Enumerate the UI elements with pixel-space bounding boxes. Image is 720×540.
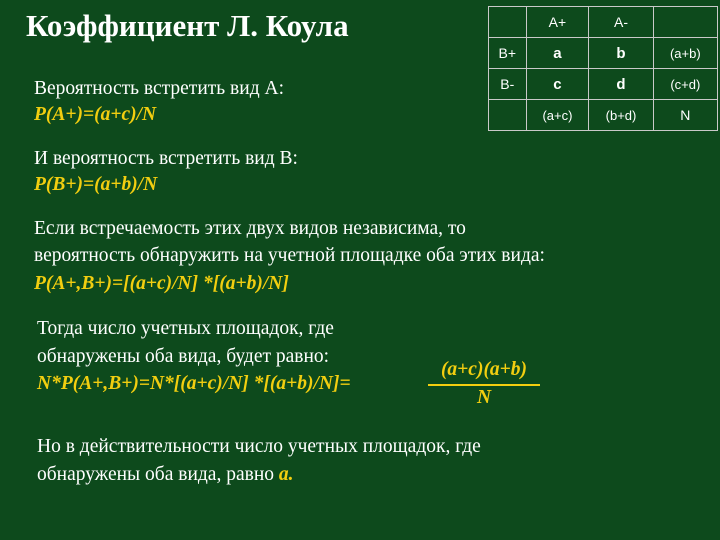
table-row — [489, 100, 718, 131]
fraction — [428, 359, 540, 409]
para5-line1: Но в действительности число учетных площадок, где — [37, 436, 481, 457]
fraction-bar — [428, 384, 540, 386]
table-cell: b — [589, 38, 653, 69]
para4-formula: N*P(A+,B+)=N*[(a+c)/N] *[(a+b)/N]= — [37, 373, 351, 394]
table-cell: (a+b) — [653, 38, 717, 69]
fraction-denominator: N — [476, 387, 492, 408]
para4-line2: обнаружены оба вида, будет равно: — [37, 346, 330, 367]
para5-value: a. — [278, 464, 294, 485]
table-row — [489, 69, 718, 100]
table-row — [489, 38, 718, 69]
slide-title: Коэффициент Л. Коула — [26, 8, 349, 43]
table-cell — [489, 100, 527, 131]
para3-formula: P(A+,B+)=[(a+c)/N] *[(a+b)/N] — [34, 273, 289, 294]
table-header-cell: А- — [589, 7, 653, 38]
table-row-label: В- — [489, 69, 527, 100]
table-cell: (b+d) — [589, 100, 653, 131]
para1-formula: P(A+)=(a+c)/N — [34, 104, 157, 125]
table-cell — [653, 7, 717, 38]
para2-formula: P(B+)=(a+b)/N — [34, 174, 158, 195]
fraction-numerator: (a+c)(a+b) — [440, 359, 528, 380]
table-cell: (a+c) — [526, 100, 589, 131]
para1-text: Вероятность встретить вид А: — [34, 78, 284, 99]
table-cell: d — [589, 69, 653, 100]
para5-line2-text: обнаружены оба вида, равно — [37, 464, 279, 485]
table-cell: c — [526, 69, 589, 100]
para3-line1: Если встречаемость этих двух видов независима, то — [34, 218, 466, 239]
para4-line1: Тогда число учетных площадок, где — [37, 318, 334, 339]
table-row-label: В+ — [489, 38, 527, 69]
table-cell: a — [526, 38, 589, 69]
table-header-cell: А+ — [526, 7, 589, 38]
table-cell — [489, 7, 527, 38]
para5-line2 — [37, 464, 294, 486]
table-header-row — [489, 7, 718, 38]
para3-line2: вероятность обнаружить на учетной площадке оба этих вида: — [34, 245, 545, 266]
table-cell: N — [653, 100, 717, 131]
contingency-table — [488, 6, 718, 131]
para2-text: И вероятность встретить вид В: — [34, 148, 298, 169]
table-cell: (c+d) — [653, 69, 717, 100]
